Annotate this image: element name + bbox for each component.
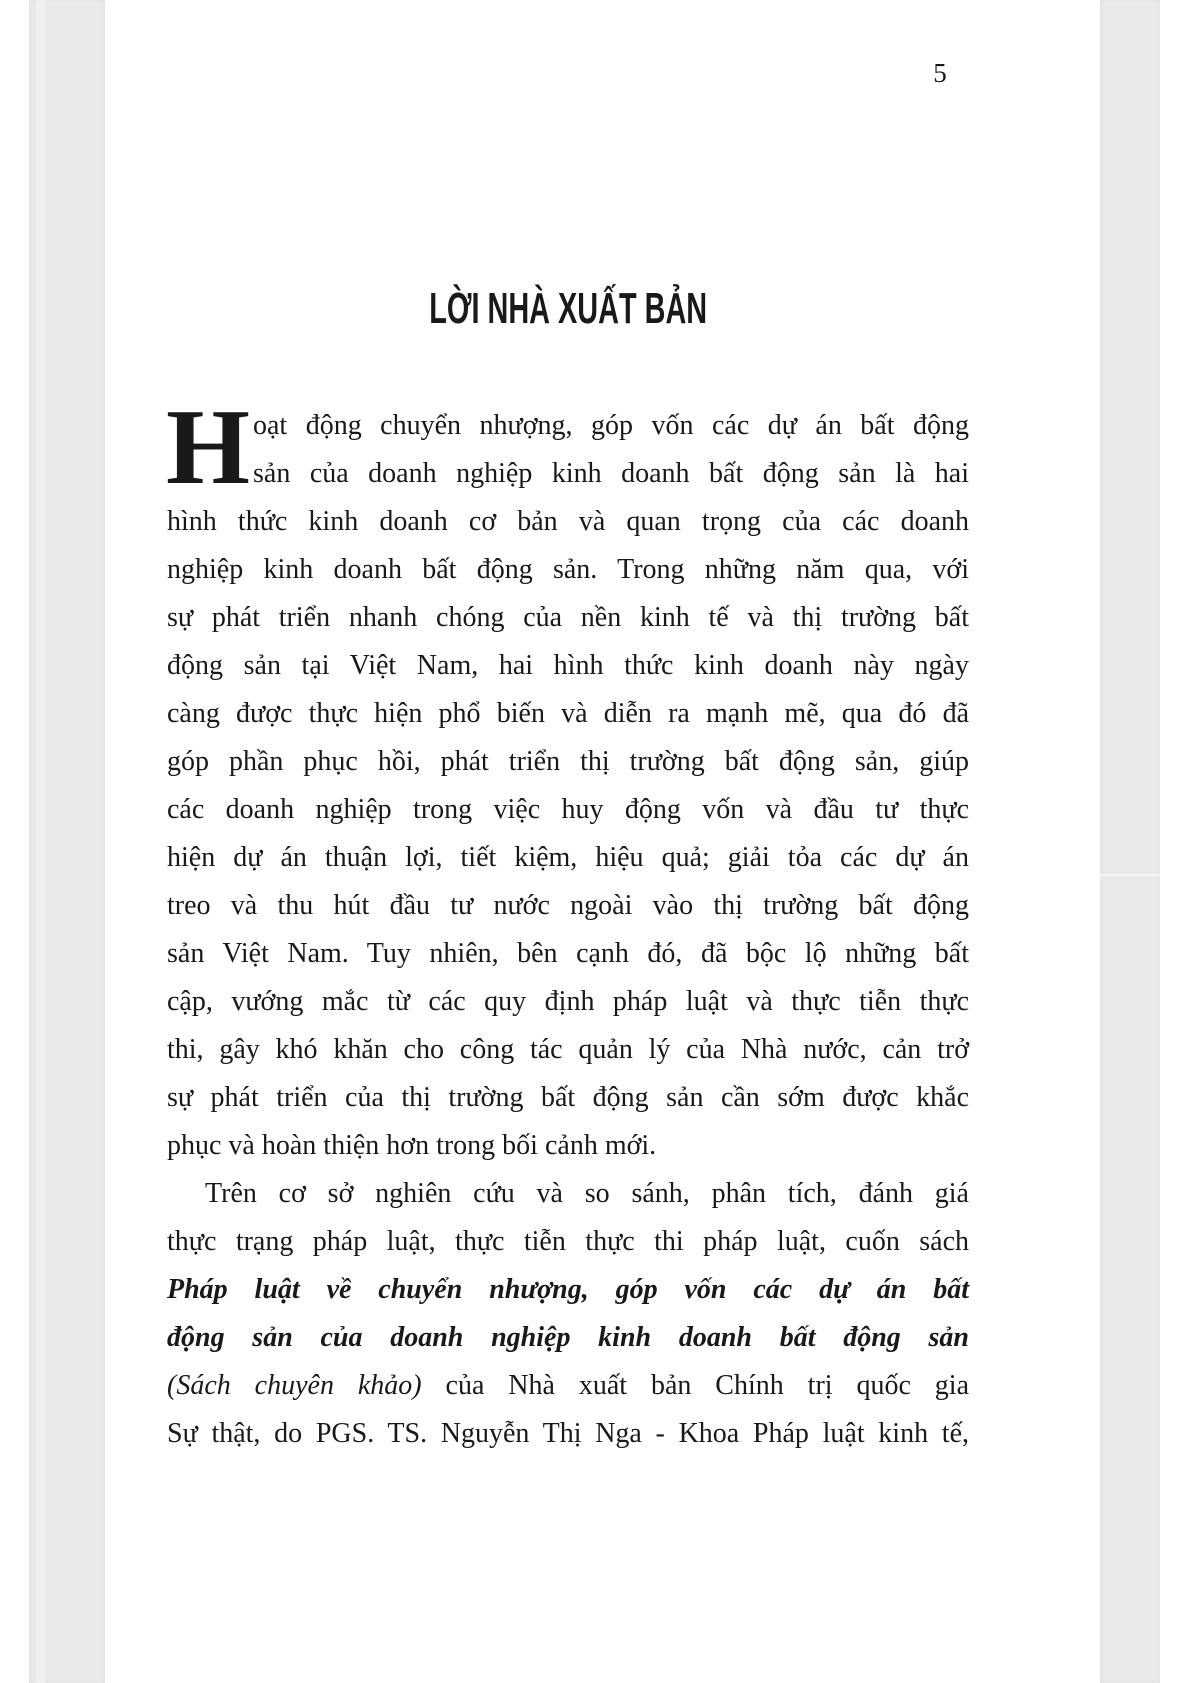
- text-line: các doanh nghiệp trong việc huy động vốn và đầu tư thực: [167, 794, 969, 825]
- text-line: cập, vướng mắc từ các quy định pháp luật và thực tiễn thực: [167, 986, 969, 1017]
- chapter-title: [167, 284, 969, 333]
- text-line: phục và hoàn thiện hơn trong bối cảnh mới.: [167, 1130, 657, 1161]
- text-line: nghiệp kinh doanh bất động sản. Trong những năm qua, với: [167, 554, 969, 585]
- text-line: Trên cơ sở nghiên cứu và so sánh, phân tích, đánh giá: [205, 1178, 969, 1209]
- text-line: càng được thực hiện phổ biến và diễn ra mạnh mẽ, qua đó đã: [167, 698, 969, 729]
- chapter-title-text: LỜI NHÀ XUẤT BẢN: [429, 284, 707, 333]
- drop-cap: H: [166, 388, 251, 507]
- text-segment: của Nhà xuất bản Chính trị quốc gia: [445, 1370, 969, 1401]
- page-edge-seam: [1100, 874, 1160, 876]
- left-page-edge: [29, 0, 105, 1683]
- book-title-line: động sản của doanh nghiệp kinh doanh bất động sản: [167, 1322, 969, 1353]
- text-line: thực trạng pháp luật, thực tiễn thực thi pháp luật, cuốn sách: [167, 1226, 969, 1257]
- text-line: Sự thật, do PGS. TS. Nguyễn Thị Nga - Khoa Pháp luật kinh tế,: [167, 1418, 969, 1449]
- text-line: sự phát triển của thị trường bất động sản cần sớm được khắc: [167, 1082, 969, 1113]
- text-line: sự phát triển nhanh chóng của nền kinh tế và thị trường bất: [167, 602, 969, 633]
- text-line: treo và thu hút đầu tư nước ngoài vào thị trường bất động: [167, 890, 969, 921]
- body-text: [167, 402, 969, 1458]
- text-line: góp phần phục hồi, phát triển thị trường bất động sản, giúp: [167, 746, 969, 777]
- text-line: hình thức kinh doanh cơ bản và quan trọng của các doanh: [167, 506, 969, 537]
- text-line: [167, 1362, 969, 1410]
- page-number: 5: [933, 58, 947, 88]
- right-page-edge: [1100, 0, 1160, 1683]
- text-line: thi, gây khó khăn cho công tác quản lý của Nhà nước, cản trở: [167, 1034, 969, 1065]
- book-title-line: Pháp luật về chuyển nhượng, góp vốn các dự án bất: [167, 1274, 969, 1305]
- text-line: sản của doanh nghiệp kinh doanh bất động sản là hai: [253, 458, 969, 489]
- text-line: hiện dự án thuận lợi, tiết kiệm, hiệu quả; giải tỏa các dự án: [167, 842, 969, 873]
- text-line: sản Việt Nam. Tuy nhiên, bên cạnh đó, đã bộc lộ những bất: [167, 938, 969, 969]
- subtitle-italic: (Sách chuyên khảo): [167, 1370, 422, 1401]
- text-line: oạt động chuyển nhượng, góp vốn các dự án bất động: [253, 410, 969, 441]
- text-line: động sản tại Việt Nam, hai hình thức kinh doanh này ngày: [167, 650, 969, 681]
